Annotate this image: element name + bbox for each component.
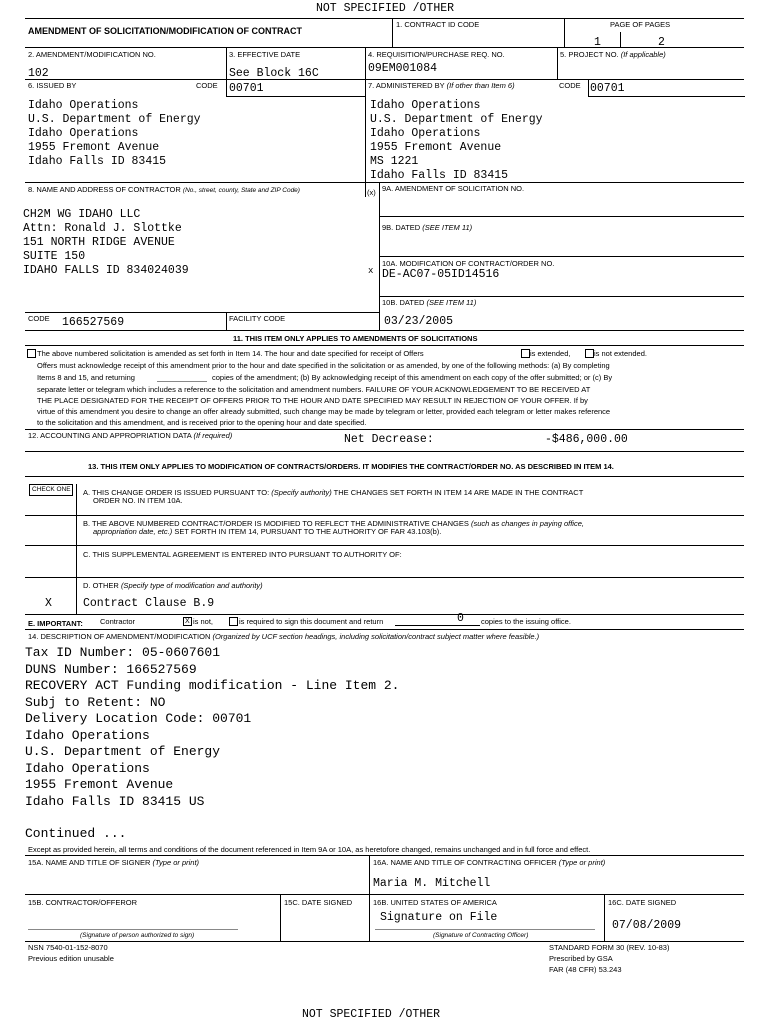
item13a-line2: ORDER NO. IN ITEM 10A.	[93, 496, 183, 505]
box7-code-label: CODE	[559, 81, 581, 90]
box12-amount: -$486,000.00	[545, 433, 628, 446]
box14-label: 14. DESCRIPTION OF AMENDMENT/MODIFICATION (Organized by UCF section headings, including solicitation/contract subject matter where feasible.)	[28, 632, 540, 641]
box10a-mark: x	[368, 266, 374, 276]
box15b-label: 15B. CONTRACTOR/OFFEROR	[28, 898, 138, 907]
modification-description: Tax ID Number: 05-0607601 DUNS Number: 166527569 RECOVERY ACT Funding modification - Line Item 2. Subj to Retent: NO Delivery Location Code: 00701 Idaho Operations U.S. Department of Energy Idaho Operations 1955 Fremont Avenue Idaho Falls ID 83415 US	[25, 645, 400, 809]
standard-form-label: STANDARD FORM 30 (REV. 10-83)	[549, 943, 670, 952]
is-not-label: is not,	[193, 617, 214, 626]
box3-value: See Block 16C	[229, 67, 319, 80]
box2-value: 102	[28, 67, 49, 80]
box10a-value: DE-AC07-05ID14516	[382, 268, 500, 281]
far-reference-label: FAR (48 CFR) 53.243	[549, 965, 622, 974]
item11-line6: virtue of this amendment you desire to change an offer already submitted, such change may be made by telegram or letter, provided each telegram or letter makes reference	[37, 407, 611, 416]
item11-line5: THE PLACE DESIGNATED FOR THE RECEIPT OF OFFERS PRIOR TO THE HOUR AND DATE SPECIFIED MAY RESULT IN REJECTION OF YOUR OFFER. If by	[37, 396, 588, 405]
important-label: E. IMPORTANT:	[28, 619, 83, 628]
box8-label: 8. NAME AND ADDRESS OF CONTRACTOR (No., street, county, State and ZIP Code)	[28, 185, 300, 194]
copies-value: 0	[457, 612, 464, 625]
box7-label: 7. ADMINISTERED BY (If other than Item 6)	[368, 81, 515, 90]
item13b-line2: appropriation date, etc.) SET FORTH IN ITEM 14, PURSUANT TO THE AUTHORITY OF FAR 43.103(b).	[93, 527, 442, 536]
box12-label: 12. ACCOUNTING AND APPROPRIATION DATA (If required)	[28, 431, 233, 440]
page-of-pages-label: PAGE OF PAGES	[610, 20, 671, 29]
box9b-label: 9B. DATED (SEE ITEM 11)	[382, 223, 473, 232]
is-required-checkbox[interactable]	[229, 617, 238, 626]
contractor-code: 166527569	[62, 316, 125, 329]
form-title: AMENDMENT OF SOLICITATION/MODIFICATION OF CONTRACT	[28, 26, 302, 36]
facility-code-label: FACILITY CODE	[229, 314, 286, 323]
item11-line7: to the solicitation and this amendment, and is received prior to the opening hour and date specified.	[37, 418, 367, 427]
page-footer: NOT SPECIFIED /OTHER	[302, 1008, 441, 1021]
box15c-label: 15C. DATE SIGNED	[284, 898, 353, 907]
box6-label: 6. ISSUED BY	[28, 81, 77, 90]
box16c-value: 07/08/2009	[612, 919, 682, 932]
item13d-mark: X	[45, 597, 52, 610]
item13a-line1: A. THIS CHANGE ORDER IS ISSUED PURSUANT TO: (Specify authority) THE CHANGES SET FORTH IN ITEM 14 ARE MADE IN THE CONTRACT	[83, 488, 584, 497]
not-extended-label: is not extended.	[594, 349, 647, 358]
box10b-label: 10B. DATED (SEE ITEM 11)	[382, 298, 477, 307]
item11-title: 11. THIS ITEM ONLY APPLIES TO AMENDMENTS OF SOLICITATIONS	[233, 334, 478, 343]
item13c-line: C. THIS SUPPLEMENTAL AGREEMENT IS ENTERED INTO PURSUANT TO AUTHORITY OF:	[83, 550, 402, 559]
item11-line2: Offers must acknowledge receipt of this amendment prior to the hour and date specified in the solicitation or as amended, by one of the following methods: (a) By completing	[37, 361, 610, 370]
box12-description: Net Decrease:	[344, 433, 434, 446]
extended-checkbox[interactable]	[521, 349, 530, 358]
box16b-value: Signature on File	[380, 911, 498, 924]
item11-line4: separate letter or telegram which includes a reference to the solicitation and amendment numbers. FAILURE OF YOUR ACKNOWLEDGEMENT TO BE RECEIVED AT	[37, 385, 591, 394]
page-total: 2	[658, 36, 665, 49]
item11-line3b: copies of the amendment; (b) By acknowledging receipt of this amendment on each copy of the offer submitted; or (c) By	[212, 373, 613, 382]
box6-code: 00701	[229, 82, 264, 95]
box7-code: 00701	[590, 82, 625, 95]
box16c-label: 16C. DATE SIGNED	[608, 898, 677, 907]
page-header: NOT SPECIFIED /OTHER	[316, 2, 455, 15]
contract-id-label: 1. CONTRACT ID CODE	[396, 20, 480, 29]
box6-code-label: CODE	[196, 81, 218, 90]
item11-checkbox[interactable]	[27, 349, 36, 358]
box10a-label: 10A. MODIFICATION OF CONTRACT/ORDER NO.	[382, 259, 555, 268]
sig-officer-note: (Signature of Contracting Officer)	[433, 932, 529, 939]
box16a-label: 16A. NAME AND TITLE OF CONTRACTING OFFICER (Type or print)	[373, 858, 606, 867]
administered-by-address: Idaho Operations U.S. Department of Energy Idaho Operations 1955 Fremont Avenue MS 1221 Idaho Falls ID 83415	[370, 99, 543, 182]
item13d-label: D. OTHER (Specify type of modification and authority)	[83, 581, 263, 590]
page-current: 1	[594, 36, 601, 49]
box5-label: 5. PROJECT NO. (If applicable)	[560, 50, 666, 59]
prescribed-by-label: Prescribed by GSA	[549, 954, 613, 963]
is-required-label: is required to sign this document and return	[239, 617, 384, 626]
box3-label: 3. EFFECTIVE DATE	[229, 50, 301, 59]
except-text: Except as provided herein, all terms and conditions of the document referenced in Item 9A or 10A, as heretofore changed, remains unchanged and in full force and effect.	[28, 845, 591, 854]
is-not-mark: X	[185, 618, 190, 625]
important-contractor: Contractor	[100, 617, 136, 626]
check-one-label: CHECK ONE	[32, 486, 71, 493]
box2-label: 2. AMENDMENT/MODIFICATION NO.	[28, 50, 156, 59]
box16b-label: 16B. UNITED STATES OF AMERICA	[373, 898, 497, 907]
x-column-label: (x)	[367, 188, 376, 197]
box16a-value: Maria M. Mitchell	[373, 877, 491, 890]
continued-label: Continued ...	[25, 826, 127, 841]
item13d-value: Contract Clause B.9	[83, 597, 215, 610]
box15a-label: 15A. NAME AND TITLE OF SIGNER (Type or print)	[28, 858, 200, 867]
contractor-code-label: CODE	[28, 314, 50, 323]
contractor-address: CH2M WG IDAHO LLC Attn: Ronald J. Slottke 151 NORTH RIDGE AVENUE SUITE 150 IDAHO FALLS ID 834024039	[23, 208, 189, 277]
item11-line1: The above numbered solicitation is amended as set forth in Item 14. The hour and date specified for receipt of Offers	[37, 349, 424, 358]
item13-title: 13. THIS ITEM ONLY APPLIES TO MODIFICATION OF CONTRACTS/ORDERS. IT MODIFIES THE CONTRACT/ORDER NO. AS DESCRIBED IN ITEM 14.	[88, 462, 614, 471]
copies-label: copies to the issuing office.	[481, 617, 571, 626]
box4-label: 4. REQUISITION/PURCHASE REQ. NO.	[368, 50, 505, 59]
box10b-value: 03/23/2005	[384, 315, 454, 328]
extended-label: is extended,	[530, 349, 571, 358]
nsn-label: NSN 7540-01-152-8070	[28, 943, 108, 952]
box9a-label: 9A. AMENDMENT OF SOLICITATION NO.	[382, 184, 525, 193]
box4-value: 09EM001084	[368, 62, 438, 75]
issued-by-address: Idaho Operations U.S. Department of Energy Idaho Operations 1955 Fremont Avenue Idaho Falls ID 83415	[28, 99, 201, 168]
not-extended-checkbox[interactable]	[585, 349, 594, 358]
item13b-line1: B. THE ABOVE NUMBERED CONTRACT/ORDER IS MODIFIED TO REFLECT THE ADMINISTRATIVE CHANGES (such as changes in paying office,	[83, 519, 584, 528]
sig-person-note: (Signature of person authorized to sign)	[80, 932, 195, 939]
previous-edition-label: Previous edition unusable	[28, 954, 114, 963]
item11-line3a: Items 8 and 15, and returning	[37, 373, 135, 382]
